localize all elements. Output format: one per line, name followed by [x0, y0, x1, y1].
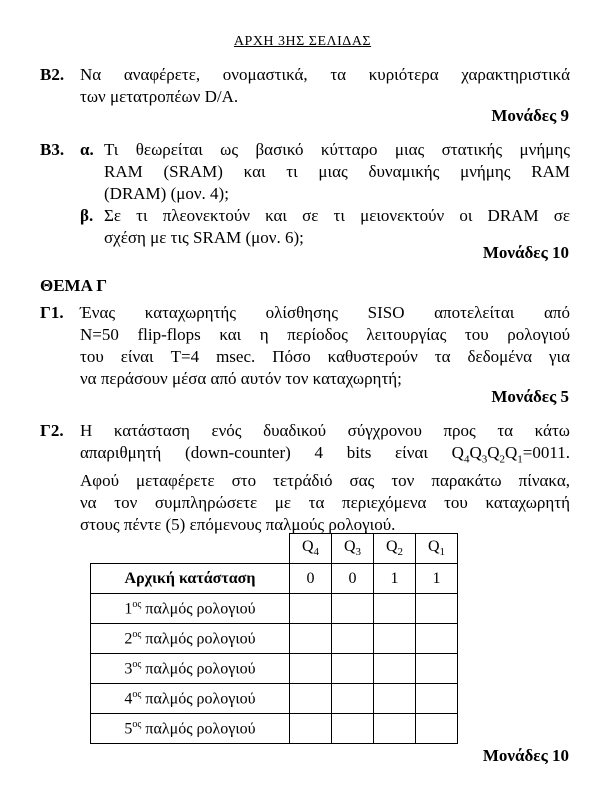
row-label: $5^{o\varsigma}$ παλμός ρολογιού [91, 714, 290, 744]
table-cell [290, 624, 332, 654]
table-cell [416, 714, 458, 744]
table-cell [374, 624, 416, 654]
table-cell [416, 624, 458, 654]
row-label: $1^{o\varsigma}$ παλμός ρολογιού [91, 594, 290, 624]
table-cell [416, 684, 458, 714]
table-cell [332, 594, 374, 624]
question-number: Γ1. [40, 303, 64, 322]
question-text-line: του είναι T=4 msec. Πόσο καθυστερούν τα δεδομένα για [80, 347, 570, 366]
table-cell [332, 684, 374, 714]
section-title: ΘΕΜΑ Γ [40, 276, 108, 295]
marks-b2: Μονάδες 9 [491, 106, 569, 125]
question-text-line: N=50 flip-flops και η περίοδος λειτουργίας του ρολογιού [80, 325, 570, 344]
question-text-line: στους πέντε (5) επόμενους παλμούς ρολογιού. [80, 515, 396, 535]
table-cell [374, 714, 416, 744]
table-cell [290, 594, 332, 624]
page-header: ΑΡΧΗ 3ΗΣ ΣΕΛΙΔΑΣ [233, 34, 372, 49]
question-text-line: να περάσουν μέσα από αυτόν τον καταχωρητή; [80, 369, 402, 388]
table-cell [290, 654, 332, 684]
table-cell: 0 [332, 564, 374, 594]
table-cell [332, 714, 374, 744]
question-text-line: απαριθμητή (down-counter) 4 bits είναι $Q_4Q_3Q_2Q_1=0011$. [80, 443, 570, 466]
table-cell: 0 [290, 564, 332, 594]
table-row-initial [91, 564, 458, 594]
column-header-q1: $Q_1$ [416, 534, 458, 564]
question-text-line: Τι θεωρείται ως βασικό κύτταρο μιας στατικής μνήμης [104, 140, 570, 159]
question-text-line: των μετατροπέων D/A. [80, 87, 239, 106]
table-row [91, 714, 458, 744]
row-label: $4^{o\varsigma}$ παλμός ρολογιού [91, 684, 290, 714]
table-cell [332, 654, 374, 684]
table-row [91, 624, 458, 654]
marks-g1: Μονάδες 5 [491, 387, 569, 406]
marks-g2: Μονάδες 10 [482, 746, 569, 765]
question-number: Β3. [40, 140, 65, 159]
row-label: Αρχική κατάσταση [91, 564, 290, 594]
subquestion-a-label: α. [80, 140, 94, 159]
table-cell [290, 684, 332, 714]
column-header-q2: $Q_2$ [374, 534, 416, 564]
question-text-line: Αφού μεταφέρετε στο τετράδιό σας τον παρακάτω πίνακα, [80, 471, 570, 491]
question-text-line: Ένας καταχωρητής ολίσθησης SISO αποτελείται από [80, 303, 570, 322]
question-text-line: RAM (SRAM) και τι μιας δυναμικής μνήμης RAM [104, 162, 570, 181]
subquestion-b-label: β. [80, 206, 94, 225]
question-number: Γ2. [40, 421, 64, 440]
table-cell [374, 654, 416, 684]
counter-state-table [90, 533, 458, 744]
row-label: $3^{o\varsigma}$ παλμός ρολογιού [91, 654, 290, 684]
table-cell: 1 [374, 564, 416, 594]
table-cell: 1 [416, 564, 458, 594]
question-number: Β2. [40, 65, 65, 84]
table-cell [374, 684, 416, 714]
table-cell [332, 624, 374, 654]
question-text-line: να τον συμπληρώσετε με τα περιεχόμενα του καταχωρητή [80, 493, 570, 513]
column-header-q3: $Q_3$ [332, 534, 374, 564]
table-cell [374, 594, 416, 624]
question-text-line: Η κατάσταση ενός δυαδικού σύγχρονου προς τα κάτω [80, 421, 570, 440]
table-header-row [91, 534, 458, 564]
table-row [91, 654, 458, 684]
question-text-line: Να αναφέρετε, ονομαστικά, τα κυριότερα χαρακτηριστικά [80, 65, 570, 84]
table-corner-cell [91, 534, 290, 564]
table-cell [416, 654, 458, 684]
table-cell [416, 594, 458, 624]
row-label: $2^{o\varsigma}$ παλμός ρολογιού [91, 624, 290, 654]
question-text-line: σχέση με τις SRAM (μον. 6); [104, 228, 304, 247]
table-row [91, 594, 458, 624]
table-cell [290, 714, 332, 744]
marks-b3: Μονάδες 10 [482, 243, 569, 262]
question-text-line: (DRAM) (μον. 4); [104, 184, 229, 203]
column-header-q4: $Q_4$ [290, 534, 332, 564]
table-row [91, 684, 458, 714]
question-text-line: Σε τι πλεονεκτούν και σε τι μειονεκτούν οι DRAM σε [104, 206, 570, 225]
